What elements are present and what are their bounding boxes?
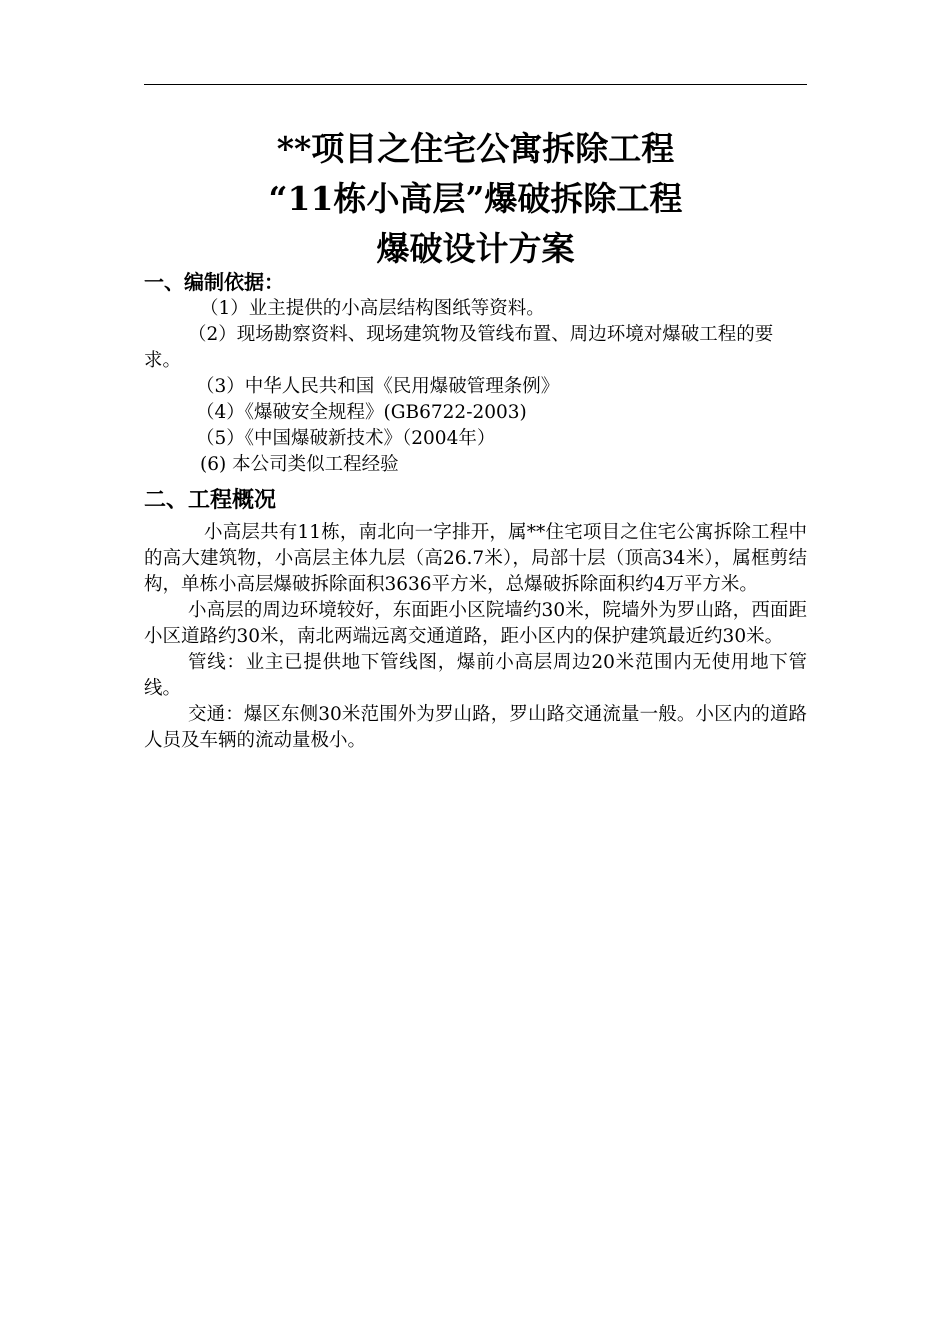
list-item: （4）《爆破安全规程》(GB6722-2003) — [196, 402, 527, 423]
title-line-3: 爆破设计方案 — [376, 229, 575, 268]
paragraph: 小高层的周边环境较好，东面距小区院墙约30米，院墙外为罗山路，西面距小区道路约30米，南北两端远离交通道路，距小区内的保护建筑最近约30米。 — [144, 600, 807, 647]
paragraph: 交通：爆区东侧30米范围外为罗山路，罗山路交通流量一般。小区内的道路人员及车辆的流动量极小。 — [144, 704, 807, 751]
list-item: （5）《中国爆破新技术》（2004年） — [196, 428, 496, 449]
document-body — [144, 268, 807, 754]
document-title — [144, 124, 807, 274]
paragraph: 管线：业主已提供地下管线图，爆前小高层周边20米范围内无使用地下管线。 — [144, 652, 807, 699]
list-item: (6) 本公司类似工程经验 — [200, 454, 399, 475]
section-heading-basis: 一、编制依据： — [144, 270, 284, 294]
paragraph: 小高层共有11栋，南北向一字排开，属**住宅项目之住宅公寓拆除工程中的高大建筑物，小高层主体九层（高26.7米），局部十层（顶高34米），属框剪结构，单栋小高层爆破拆除面积3636平方米，总爆破拆除面积约4万平方米。 — [144, 522, 807, 595]
title-line-1: **项目之住宅公寓拆除工程 — [276, 129, 675, 168]
title-line-2: “11栋小高层”爆破拆除工程 — [268, 179, 683, 218]
list-item: （3）中华人民共和国《民用爆破管理条例》 — [196, 376, 560, 397]
list-item: （1）业主提供的小高层结构图纸等资料。 — [200, 298, 545, 319]
list-item: （2）现场勘察资料、现场建筑物及管线布置、周边环境对爆破工程的要求。 — [144, 324, 774, 371]
header-rule — [144, 84, 807, 85]
section-heading-overview: 二、工程概况 — [144, 488, 277, 513]
